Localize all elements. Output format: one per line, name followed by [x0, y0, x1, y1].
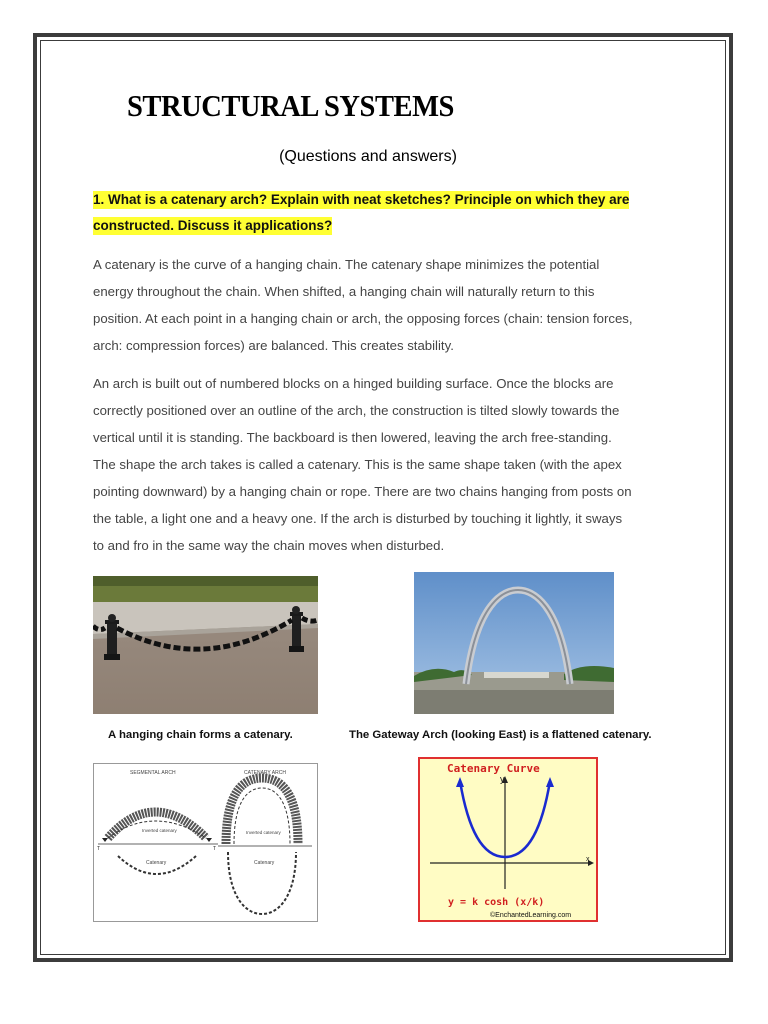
curve-title: Catenary Curve — [447, 762, 540, 775]
paragraph-line: to and fro in the same way the chain moves when disturbed. — [93, 538, 445, 553]
t-label-left: T — [97, 846, 101, 852]
page-title: STRUCTURAL SYSTEMS — [127, 88, 454, 123]
paragraph-line: the table, a light one and a heavy one. If the arch is disturbed by touching it lightly, it sways — [93, 511, 623, 526]
inverted-catenary-label-right: Inverted catenary — [246, 830, 281, 835]
t-label-right: T — [213, 846, 217, 852]
inverted-catenary-label-left: Inverted catenary — [142, 828, 177, 833]
y-axis-label: y — [500, 774, 505, 784]
paragraph-line: A catenary is the curve of a hanging chain. The catenary shape minimizes the potential — [93, 257, 600, 272]
paragraph-line: position. At each point in a hanging chain or arch, the opposing forces (chain: tension forces, — [93, 311, 633, 326]
paragraph-line: vertical until it is standing. The backboard is then lowered, leaving the arch free-standing. — [93, 430, 612, 445]
paragraph-line: An arch is built out of numbered blocks on a hinged building surface. Once the blocks are — [93, 376, 614, 391]
paragraph-line: The shape the arch takes is called a catenary. This is the same shape taken (with the apex — [93, 457, 622, 472]
paragraph-2 — [93, 370, 693, 559]
paragraph-line: pointing downward) by a hanging chain or rope. There are two chains hanging from posts on — [93, 484, 632, 499]
catenary-arch-label: CATENARY ARCH — [244, 770, 286, 776]
hanging-chain-photo — [93, 576, 318, 714]
paragraph-line: energy throughout the chain. When shifted, a hanging chain will naturally return to this — [93, 284, 595, 299]
catenary-word-left: Catenary — [146, 860, 167, 866]
arch-comparison-diagram — [93, 763, 318, 922]
x-axis-label: x — [586, 856, 590, 863]
catenary-word-right: Catenary — [254, 860, 275, 866]
curve-credit: ©EnchantedLearning.com — [490, 912, 572, 919]
catenary-curve-graph — [418, 757, 598, 922]
caption-gateway-arch: The Gateway Arch (looking East) is a flattened catenary. — [349, 729, 652, 741]
question-line-2: constructed. Discuss it applications? — [93, 218, 333, 233]
paragraph-line: correctly positioned over an outline of the arch, the construction is tilted slowly towards the — [93, 403, 620, 418]
caption-hanging-chain: A hanging chain forms a catenary. — [108, 729, 293, 741]
paragraph-line: arch: compression forces) are balanced. This creates stability. — [93, 338, 454, 353]
segmental-arch-label: SEGMENTAL ARCH — [130, 770, 176, 776]
question-line-1: 1. What is a catenary arch? Explain with neat sketches? Principle on which they are — [93, 192, 630, 207]
gateway-arch-photo — [414, 572, 614, 714]
paragraph-1 — [93, 251, 693, 359]
curve-equation: y = k cosh (x/k) — [448, 897, 545, 908]
page-subtitle: (Questions and answers) — [279, 148, 457, 165]
